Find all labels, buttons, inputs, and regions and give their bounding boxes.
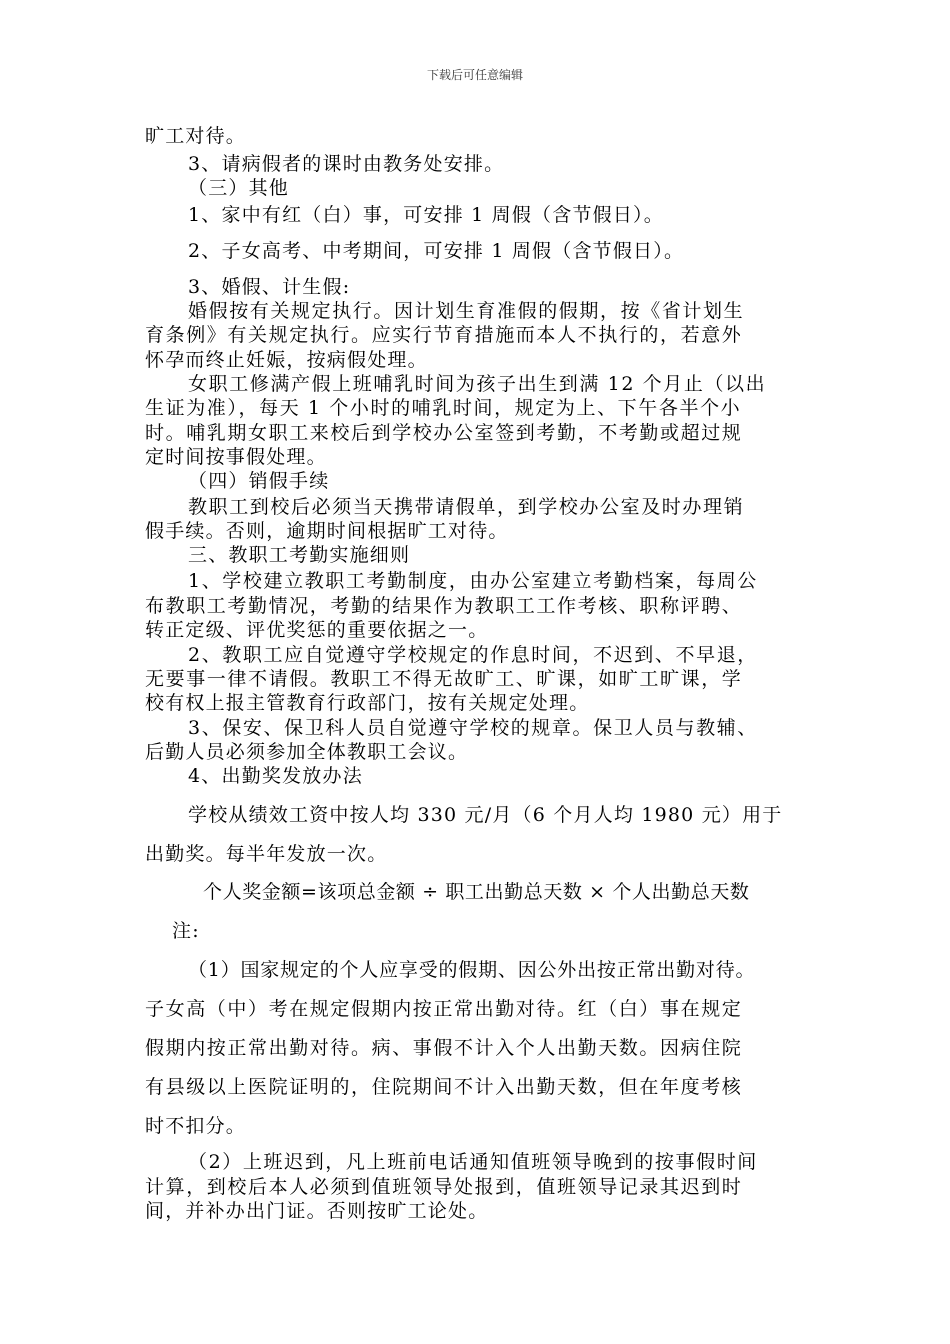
text-line: 校有权上报主管教育行政部门，按有关规定处理。 [145, 692, 590, 714]
section-heading: 三、教职工考勤实施细则 [188, 544, 411, 566]
text-line: 旷工对待。 [145, 125, 247, 147]
text-line: 怀孕而终止妊娠，按病假处理。 [145, 349, 428, 371]
text-line: 3、婚假、计生假: [188, 276, 351, 298]
formula-line: 个人奖金额=该项总金额 ÷ 职工出勤总天数 × 个人出勤总天数 [203, 881, 750, 903]
text-line: 时不扣分。 [145, 1115, 247, 1137]
text-line: 间，并补办出门证。否则按旷工论处。 [145, 1200, 489, 1222]
text-line: 假手续。否则，逾期时间根据旷工对待。 [145, 520, 509, 542]
text-line: 教职工到校后必须当天携带请假单，到学校办公室及时办理销 [188, 496, 745, 518]
text-line: 假期内按正常出勤对待。病、事假不计入个人出勤天数。因病住院 [145, 1037, 743, 1059]
section-heading: 4、出勤奖发放办法 [188, 765, 363, 787]
text-line: 婚假按有关规定执行。因计划生育准假的假期，按《省计划生 [188, 300, 745, 322]
text-line: 2、子女高考、中考期间，可安排 1 周假（含节假日）。 [188, 240, 685, 262]
text-line: 3、请病假者的课时由教务处安排。 [188, 153, 505, 175]
text-line: 育条例》有关规定执行。应实行节育措施而本人不执行的，若意外 [145, 324, 743, 346]
section-heading: （四）销假手续 [188, 470, 330, 492]
text-line: 子女高（中）考在规定假期内按正常出勤对待。红（白）事在规定 [145, 998, 743, 1020]
text-line: 有县级以上医院证明的，住院期间不计入出勤天数，但在年度考核 [145, 1076, 743, 1098]
text-line: 学校从绩效工资中按人均 330 元/月（6 个月人均 1980 元）用于 [188, 804, 783, 826]
text-line: （2）上班迟到，凡上班前电话通知值班领导晚到的按事假时间 [188, 1151, 758, 1173]
text-line: 1、学校建立教职工考勤制度，由办公室建立考勤档案，每周公 [188, 570, 758, 592]
text-line: 时。哺乳期女职工来校后到学校办公室签到考勤，不考勤或超过规 [145, 422, 743, 444]
text-line: 出勤奖。每半年发放一次。 [145, 843, 388, 865]
text-line: 1、家中有红（白）事，可安排 1 周假（含节假日）。 [188, 204, 664, 226]
page-header: 下载后可任意编辑 [426, 68, 523, 82]
text-line: 转正定级、评优奖惩的重要依据之一。 [145, 619, 489, 641]
text-line: 计算，到校后本人必须到值班领导处报到，值班领导记录其迟到时 [145, 1176, 743, 1198]
text-line: （1）国家规定的个人应享受的假期、因公外出按正常出勤对待。 [188, 959, 756, 981]
text-line: 3、保安、保卫科人员自觉遵守学校的规章。保卫人员与教辅、 [188, 717, 758, 739]
text-line: 布教职工考勤情况，考勤的结果作为教职工工作考核、职称评聘、 [145, 595, 743, 617]
text-line: 2、教职工应自觉遵守学校规定的作息时间，不迟到、不早退， [188, 644, 758, 666]
note-label: 注: [172, 920, 200, 942]
text-line: 无要事一律不请假。教职工不得无故旷工、旷课，如旷工旷课，学 [145, 668, 743, 690]
text-line: 定时间按事假处理。 [145, 446, 327, 468]
section-heading: （三）其他 [188, 177, 290, 199]
text-line: 生证为准），每天 1 个小时的哺乳时间，规定为上、下午各半个小 [145, 397, 742, 419]
text-line: 后勤人员必须参加全体教职工会议。 [145, 741, 469, 763]
text-line: 女职工修满产假上班哺乳时间为孩子出生到满 12 个月止（以出 [188, 373, 767, 395]
